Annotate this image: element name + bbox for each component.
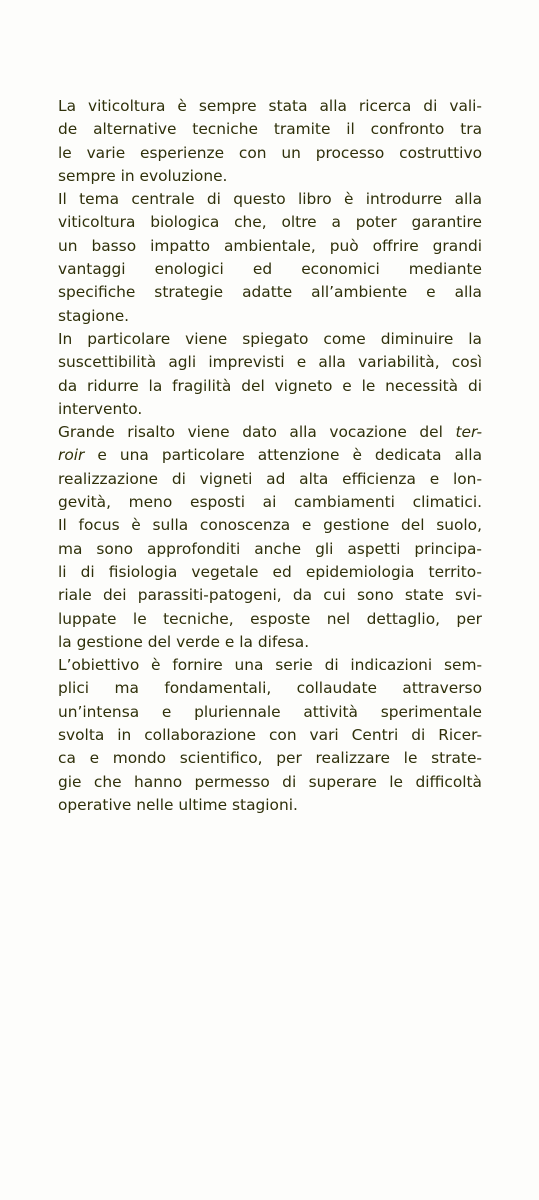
line-text: suscettibilità agli imprevisti e alla variabilità, così [58,353,482,372]
paragraph [58,514,482,654]
text-line [58,468,482,491]
line-text: Il tema centrale di questo libro è introdurre alla [58,190,482,209]
text-line [58,398,482,421]
text-line [58,351,482,374]
line-text: Grande risalto viene dato alla vocazione del [58,423,456,442]
line-text: de alternative tecniche tramite il confronto tra [58,120,482,139]
line-text: sempre in evoluzione. [58,166,228,185]
line-text: L’obiettivo è fornire una serie di indicazioni sem- [58,656,482,675]
line-text: svolta in collaborazione con vari Centri di Ricer- [58,726,482,745]
line-text: La viticoltura è sempre stata alla ricerca di vali- [58,97,482,115]
paragraph [58,421,482,514]
text-line [58,724,482,747]
line-text: realizzazione di vigneti ad alta efficienza e lon- [58,469,482,488]
text-line [58,235,482,258]
line-text: Il focus è sulla conoscenza e gestione del suolo, [58,516,482,535]
line-text: intervento. [58,399,143,418]
text-line [58,444,482,467]
text-line [58,421,482,444]
blurb-text [58,95,482,817]
line-text: viticoltura biologica che, oltre a poter garantire [58,213,482,232]
text-line [58,118,482,141]
line-text: plici ma fondamentali, collaudate attraverso [58,679,482,698]
text-line [58,608,482,631]
text-line [58,584,482,607]
line-text: le varie esperienze con un processo costruttivo [58,143,482,162]
text-line [58,142,482,165]
text-line [58,654,482,677]
line-text: operative nelle ultime stagioni. [58,795,298,814]
text-line [58,328,482,351]
line-text: gevità, meno esposti ai cambiamenti climatici. [58,493,482,512]
text-line [58,794,482,817]
line-text: luppate le tecniche, esposte nel dettaglio, per [58,609,482,628]
text-line [58,165,482,188]
text-line [58,631,482,654]
text-line [58,747,482,770]
paragraph [58,95,482,188]
text-line [58,281,482,304]
line-text: e una particolare attenzione è dedicata alla [84,446,482,465]
text-line [58,538,482,561]
text-line [58,491,482,514]
text-line [58,561,482,584]
text-line [58,188,482,211]
line-text: riale dei parassiti-patogeni, da cui sono state svi- [58,586,482,605]
paragraph [58,188,482,328]
line-text: un basso impatto ambientale, può offrire grandi [58,236,482,255]
text-line [58,514,482,537]
line-text: gie che hanno permesso di superare le difficoltà [58,772,482,791]
text-line [58,305,482,328]
line-text: la gestione del verde e la difesa. [58,632,310,651]
text-line [58,211,482,234]
text-line [58,771,482,794]
italic-term: roir [58,446,85,465]
text-line [58,258,482,281]
text-line [58,677,482,700]
text-line [58,95,482,118]
line-text: da ridurre la fragilità del vigneto e le necessità di [58,376,482,395]
line-text: ca e mondo scientifico, per realizzare le strate- [58,749,482,768]
text-line [58,701,482,724]
paragraph [58,328,482,421]
paragraph [58,654,482,817]
line-text: li di fisiologia vegetale ed epidemiologia territo- [58,562,482,581]
line-text: ma sono approfonditi anche gli aspetti principa- [58,539,482,558]
line-text: specifiche strategie adatte all’ambiente e alla [58,283,482,302]
italic-term: ter- [455,423,482,442]
line-text: vantaggi enologici ed economici mediante [58,260,482,279]
line-text: un’intensa e pluriennale attività sperimentale [58,702,482,721]
text-line [58,375,482,398]
line-text: stagione. [58,306,130,325]
line-text: In particolare viene spiegato come diminuire la [58,329,482,348]
